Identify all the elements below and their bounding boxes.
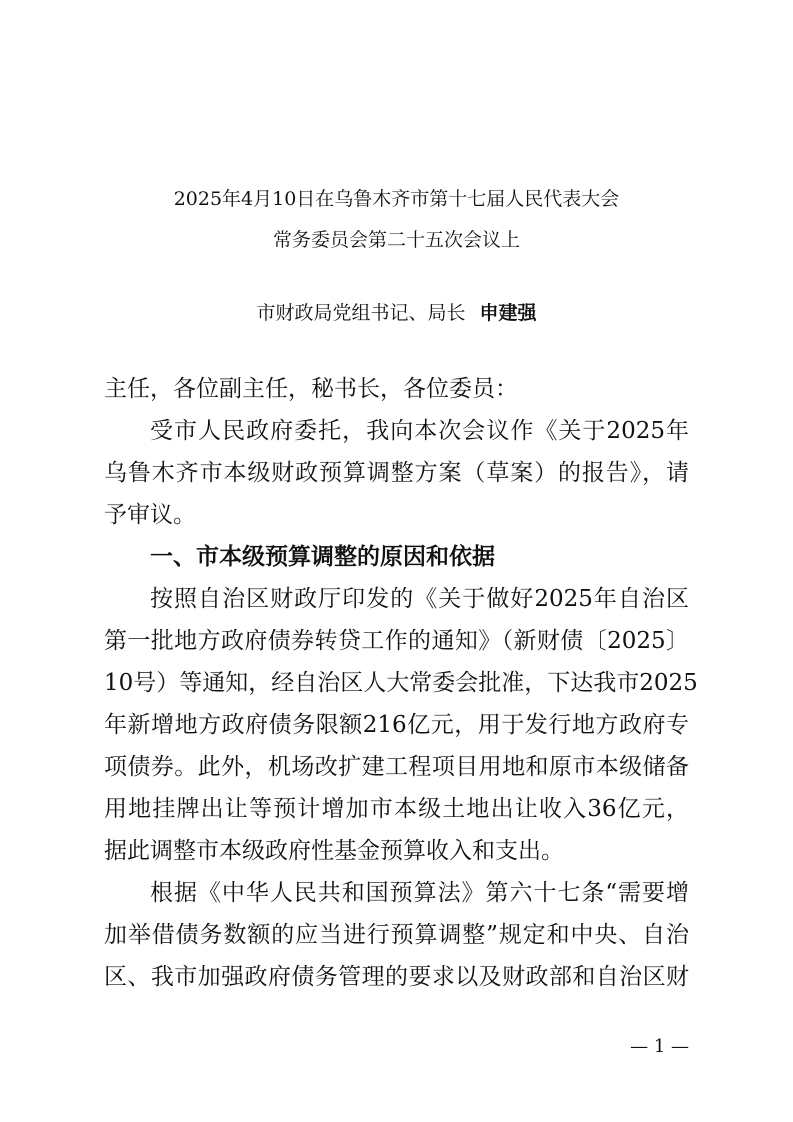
paragraph-line: 10号）等通知，经自治区人大常委会批准，下达我市2025 [104,670,698,696]
paragraph-line: 受市人民政府委托，我向本次会议作《关于2025年 [150,418,689,444]
author-position: 市财政局党组书记、局长 [256,302,466,324]
report-heading-line-1: 2025年4月10日在乌鲁木齐市第十七届人民代表大会 [173,188,620,210]
paragraph-line: 按照自治区财政厅印发的《关于做好2025年自治区 [150,586,689,612]
paragraph-line: 用地挂牌出让等预计增加市本级土地出让收入36亿元， [104,796,689,822]
section-heading: 一、市本级预算调整的原因和依据 [150,544,495,570]
paragraph-line: 区、我市加强政府债务管理的要求以及财政部和自治区财 [104,964,689,990]
paragraph-line: 加举借债务数额的应当进行预算调整”规定和中央、自治 [104,922,689,948]
report-heading-line-2: 常务委员会第二十五次会议上 [272,229,520,251]
paragraph-line: 乌鲁木齐市本级财政预算调整方案（草案）的报告》，请 [104,460,689,486]
salutation-line: 主任，各位副主任，秘书长，各位委员： [104,376,518,402]
author-line [0,301,793,325]
paragraph-line: 项债券。此外，机场改扩建工程项目用地和原市本级储备 [104,754,689,780]
author-name: 申建强 [479,302,537,324]
paragraph-line: 第一批地方政府债券转贷工作的通知》（新财债〔2025〕 [104,628,689,654]
paragraph-line: 根据《中华人民共和国预算法》第六十七条“需要增 [150,880,689,906]
paragraph-line: 予审议。 [104,502,196,528]
paragraph-line: 据此调整市本级政府性基金预算收入和支出。 [104,838,564,864]
paragraph-line: 年新增地方政府债务限额216亿元，用于发行地方政府专 [104,712,689,738]
page-number: — 1 — [630,1036,689,1057]
